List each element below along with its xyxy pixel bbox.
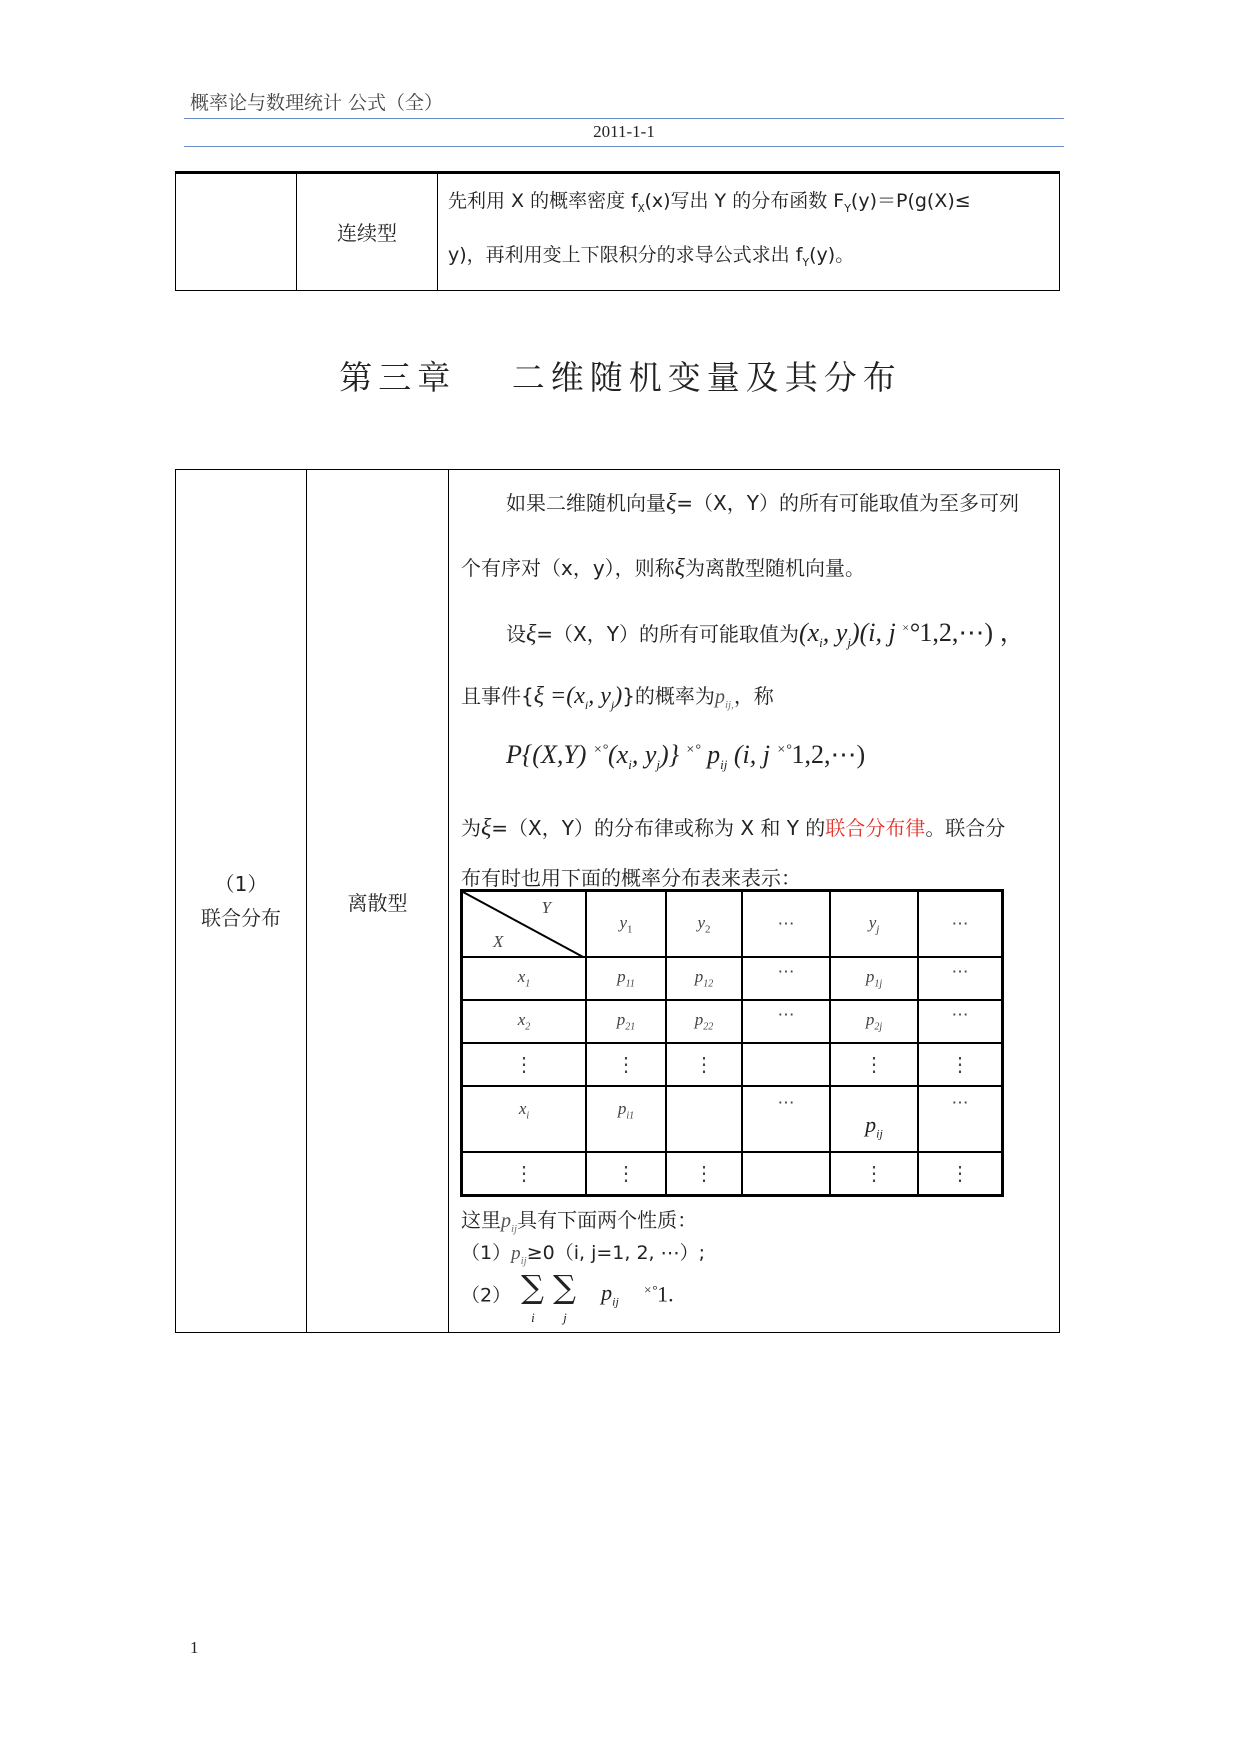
diagonal-line	[463, 892, 585, 958]
empty-cell	[742, 1043, 830, 1086]
p6c: 。联合分	[925, 816, 1006, 840]
desc-line1-b: (x)写出 Y 的分布函数 F	[644, 190, 845, 212]
p2a: 个有序对（x，y），则称	[461, 556, 675, 580]
vdots: ⋮	[586, 1043, 666, 1086]
header-ellipsis-2: ⋯	[918, 891, 1003, 957]
cell-ellipsis: ⋯	[742, 1086, 830, 1152]
cell-p1j: $p_{1j}$	[830, 957, 918, 1000]
formula-tail: 1,2,⋯) ，	[919, 618, 1026, 647]
vdots: ⋮	[666, 1043, 742, 1086]
cell-pij: $p_{ij}$	[830, 1086, 918, 1152]
cell-ellipsis: ⋯	[742, 957, 830, 1000]
p4c: ，称	[733, 684, 774, 708]
page-number: 1	[190, 1638, 199, 1657]
header-rule-bottom	[184, 146, 1064, 147]
prop-intro-a: 这里	[461, 1208, 501, 1232]
desc-sub-y2: Y	[802, 255, 810, 269]
document-date: 2011-1-1	[593, 122, 655, 141]
event-formula: $=(x_i$, $y_j$)	[544, 683, 623, 712]
table-row	[462, 1000, 1003, 1043]
xi-symbol: ξ	[526, 621, 537, 647]
p3b: =（X，Y）的所有可能取值为	[536, 622, 799, 646]
p1b: =（X，Y）的所有可能取值为至多可列	[676, 491, 1019, 515]
cell-pi1: $p_{i1}$	[586, 1086, 666, 1152]
table-row	[462, 1086, 1003, 1152]
para-table-intro: 布有时也用下面的概率分布表来表示：	[461, 866, 801, 890]
cell-p22: $p_{22}$	[666, 1000, 742, 1043]
table-row	[462, 957, 1003, 1000]
xi-symbol: ξ	[481, 815, 492, 841]
type-label-continuous: 连续型	[297, 173, 438, 291]
distribution-law-formula: P{(X,Y) $^{\times^\circ}(x_i$, $y_j$)} ×° $p_{ij}$ (i, j ×°1,2,⋯)	[506, 740, 866, 773]
joint-law-highlight: 联合分布律	[825, 816, 926, 840]
para-definition-1	[506, 487, 1019, 517]
xi-symbol: ξ	[666, 490, 677, 516]
row-label-x2: $x_2$	[462, 1000, 587, 1043]
desc-line2-b: (y)。	[809, 243, 855, 266]
row-label-xi: $x_i$	[462, 1086, 587, 1152]
cell-ellipsis: ⋯	[918, 1086, 1003, 1152]
header-rule-top	[184, 118, 1064, 119]
row-label-x1: $x_1$	[462, 957, 587, 1000]
header-y1: $y_1$	[586, 891, 666, 957]
vdots: ⋮	[462, 1043, 587, 1086]
empty-cell	[742, 1152, 830, 1195]
prop1-num: （1）	[461, 1242, 512, 1264]
vdots: ⋮	[918, 1152, 1003, 1195]
continuous-description	[438, 173, 1060, 291]
property-2: （2） ∑ ∑ i j $p_{ij}$ ×°1.	[461, 1268, 674, 1325]
cell-ellipsis: ⋯	[742, 1000, 830, 1043]
para-joint-law	[461, 812, 1005, 842]
p3a: 设	[506, 622, 526, 646]
p6a: 为	[461, 816, 481, 840]
desc-line1-a: 先利用 X 的概率密度 f	[448, 190, 638, 212]
continuous-type-table	[175, 171, 1060, 291]
section-label: 联合分布	[201, 906, 281, 930]
table-row	[462, 1043, 1003, 1086]
para-event	[461, 680, 774, 713]
desc-line2-a: y)，再利用变上下限积分的求导公式求出 f	[448, 243, 803, 266]
header-y2: $y_2$	[666, 891, 742, 957]
empty-cell	[176, 173, 297, 291]
corner-cell	[462, 891, 587, 957]
empty-cell	[666, 1086, 742, 1152]
cell-ellipsis: ⋯	[918, 957, 1003, 1000]
table-row	[462, 1152, 1003, 1195]
values-formula: ($x_i$, $y_j)(i$, j ×°1,2,⋯) ，	[798, 618, 1026, 651]
cell-p2j: $p_{2j}$	[830, 1000, 918, 1043]
pij-sub: ij,	[724, 699, 734, 711]
xi-symbol: ξ	[533, 683, 545, 709]
discrete-type-label: 离散型	[307, 470, 449, 1333]
document-header-title: 概率论与数理统计 公式（全）	[190, 92, 444, 114]
cell-p12: $p_{12}$	[666, 957, 742, 1000]
pij-symbol: p	[714, 686, 725, 708]
section-number: （1）	[214, 872, 268, 896]
p4a: 且事件{	[461, 684, 534, 708]
prop2-num: （2）	[461, 1284, 512, 1307]
corner-y-label: Y	[541, 898, 551, 917]
desc-sub-x: X	[637, 201, 645, 215]
header-yj: $y_j$	[830, 891, 918, 957]
desc-sub-y: Y	[844, 201, 851, 215]
prop-intro-b: 具有下面两个性质：	[517, 1208, 698, 1232]
p6b: =（X，Y）的分布律或称为 X 和 Y 的	[491, 816, 826, 840]
corner-x-label: X	[493, 931, 504, 951]
prop2-tail: 1.	[657, 1281, 674, 1307]
joint-distribution-label-cell	[176, 470, 307, 1333]
chapter-title: 第三章 二维随机变量及其分布	[339, 358, 902, 397]
big-formula-head: P{(X,Y)	[506, 740, 593, 769]
vdots: ⋮	[462, 1152, 587, 1195]
property-1: $(1)p_{ij}\ge 0(i$, j=1, 2, ⋯）;	[461, 1242, 706, 1267]
vdots: ⋮	[918, 1043, 1003, 1086]
prop1-text: ≥0（i, j=1, 2, ⋯）;	[526, 1242, 706, 1264]
p4b: }的概率为	[622, 684, 715, 708]
cell-p11: $p_{11}$	[586, 957, 666, 1000]
header-ellipsis-1: ⋯	[742, 891, 830, 957]
vdots: ⋮	[830, 1152, 918, 1195]
cell-p21: $p_{21}$	[586, 1000, 666, 1043]
para-definition-2	[461, 552, 865, 582]
formula-open: (x	[798, 618, 820, 647]
para-values	[506, 612, 1026, 651]
cell-ellipsis: ⋯	[918, 1000, 1003, 1043]
vdots: ⋮	[666, 1152, 742, 1195]
desc-line1-c: (y)＝P(g(X)≤	[850, 190, 971, 212]
properties-intro: 这里$p_{ij}$具有下面两个性质：	[461, 1208, 698, 1235]
double-sum-formula: ∑ ∑ i j $p_{ij}$	[521, 1268, 619, 1325]
xi-symbol: ξ	[674, 555, 685, 581]
vdots: ⋮	[830, 1043, 918, 1086]
probability-distribution-table	[460, 889, 1004, 1197]
p1a: 如果二维随机向量	[506, 491, 666, 515]
p2b: 为离散型随机向量。	[684, 556, 865, 580]
vdots: ⋮	[586, 1152, 666, 1195]
